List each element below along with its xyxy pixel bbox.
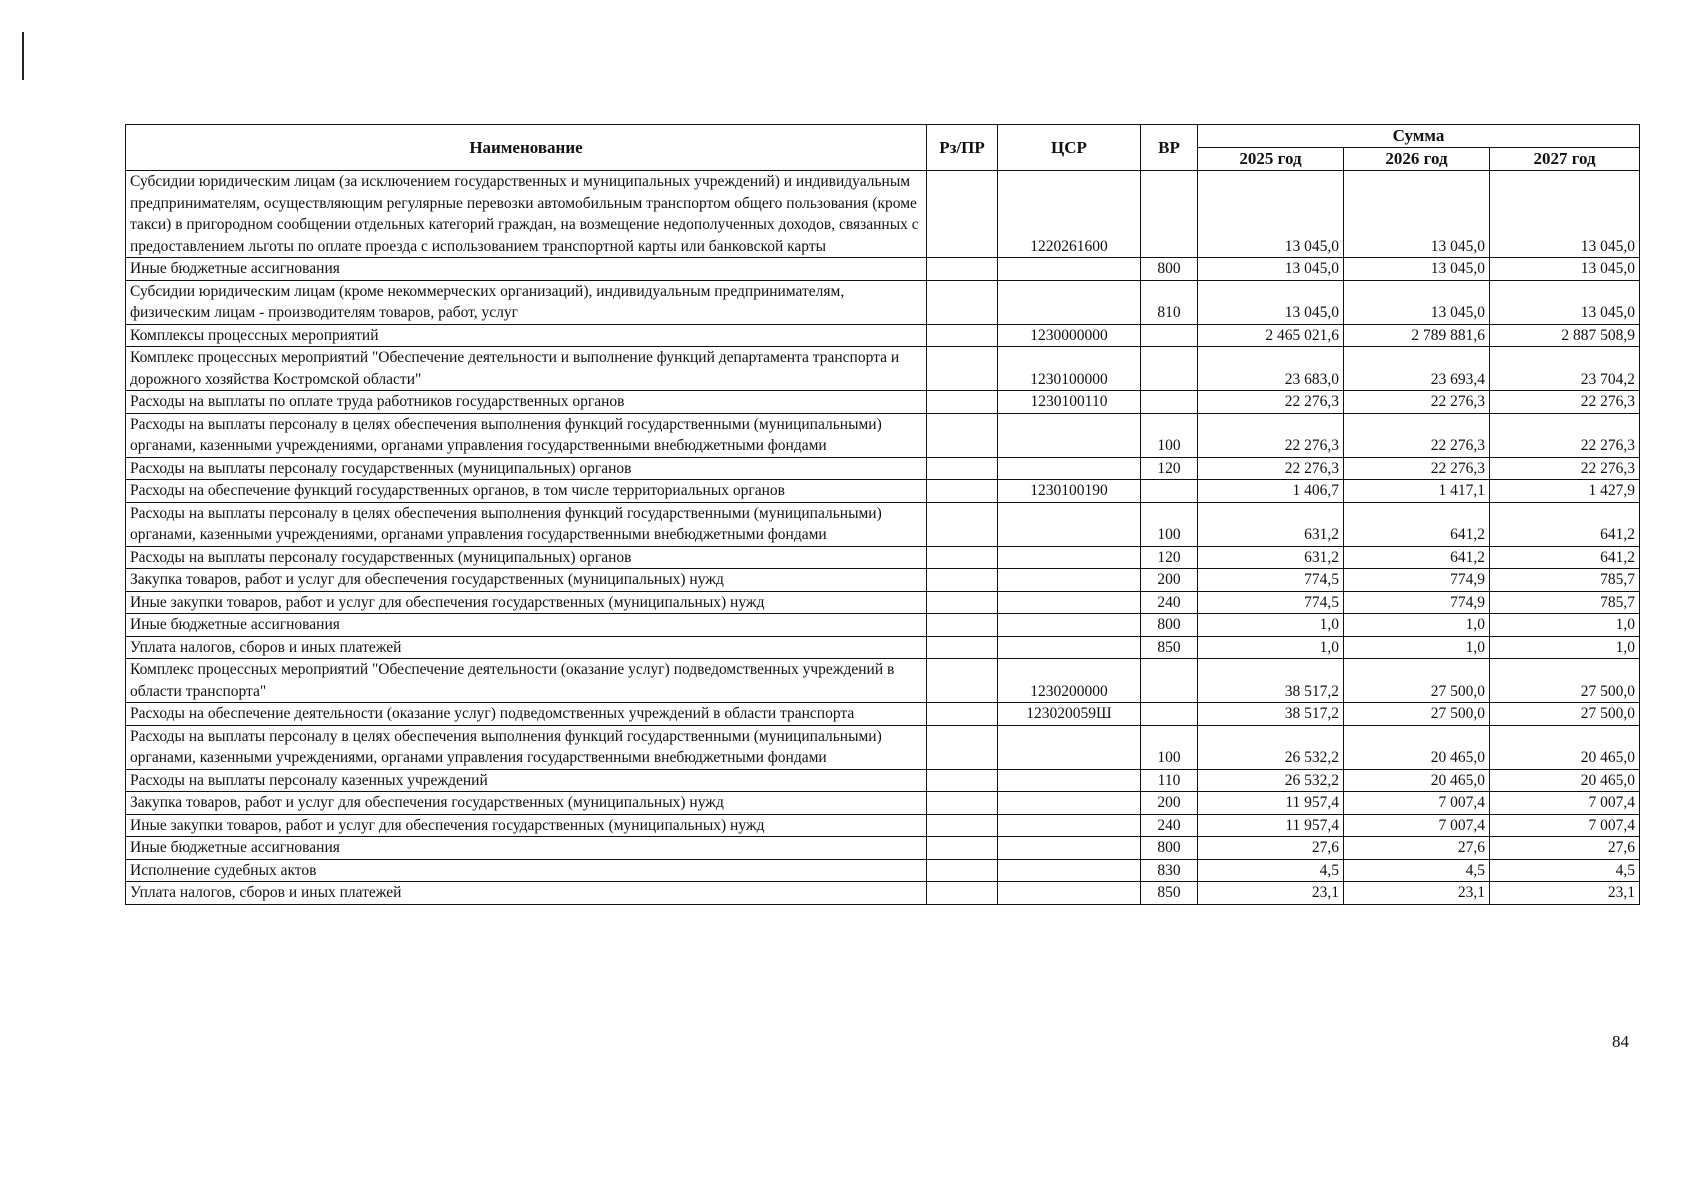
cell-vr: 800 (1141, 258, 1198, 281)
cell-csr (998, 258, 1141, 281)
cell-2026: 22 276,3 (1344, 391, 1490, 414)
cell-csr (998, 457, 1141, 480)
cell-vr: 800 (1141, 614, 1198, 637)
cell-csr (998, 280, 1141, 324)
cell-csr (998, 413, 1141, 457)
cell-vr (1141, 347, 1198, 391)
table-row (126, 859, 1640, 882)
cell-rzpr (927, 814, 998, 837)
cell-2025: 27,6 (1198, 837, 1344, 860)
cell-2025: 23,1 (1198, 882, 1344, 905)
cell-2026: 22 276,3 (1344, 457, 1490, 480)
cell-vr: 200 (1141, 569, 1198, 592)
cell-name: Исполнение судебных актов (126, 859, 927, 882)
cell-2027: 20 465,0 (1490, 725, 1640, 769)
cell-vr: 100 (1141, 413, 1198, 457)
cell-rzpr (927, 347, 998, 391)
cell-2027: 13 045,0 (1490, 280, 1640, 324)
page-number: 84 (1612, 1032, 1629, 1051)
cell-2025: 631,2 (1198, 546, 1344, 569)
cell-rzpr (927, 502, 998, 546)
cell-vr (1141, 703, 1198, 726)
table-header (126, 125, 1640, 171)
cell-rzpr (927, 882, 998, 905)
cell-2025: 13 045,0 (1198, 258, 1344, 281)
table-row (126, 324, 1640, 347)
cell-2026: 4,5 (1344, 859, 1490, 882)
cell-vr: 800 (1141, 837, 1198, 860)
table-row (126, 659, 1640, 703)
table-row (126, 769, 1640, 792)
budget-table (125, 124, 1640, 905)
cell-rzpr (927, 413, 998, 457)
cell-2026: 20 465,0 (1344, 725, 1490, 769)
cell-2026: 1,0 (1344, 636, 1490, 659)
col-header-2027: 2027 год (1490, 148, 1640, 171)
cell-2027: 2 887 508,9 (1490, 324, 1640, 347)
cell-csr: 1230200000 (998, 659, 1141, 703)
cell-name: Иные закупки товаров, работ и услуг для обеспечения государственных (муниципальных) нужд (126, 591, 927, 614)
cell-2027: 22 276,3 (1490, 413, 1640, 457)
cell-csr: 1220261600 (998, 171, 1141, 258)
cell-2026: 23,1 (1344, 882, 1490, 905)
cell-name: Комплексы процессных мероприятий (126, 324, 927, 347)
cell-name: Расходы на выплаты персоналу государственных (муниципальных) органов (126, 457, 927, 480)
cell-2026: 23 693,4 (1344, 347, 1490, 391)
cell-rzpr (927, 636, 998, 659)
cell-2027: 22 276,3 (1490, 391, 1640, 414)
cell-2025: 38 517,2 (1198, 659, 1344, 703)
cell-csr: 1230100000 (998, 347, 1141, 391)
cell-name: Расходы на выплаты персоналу государственных (муниципальных) органов (126, 546, 927, 569)
cell-2026: 641,2 (1344, 546, 1490, 569)
cell-csr (998, 882, 1141, 905)
cell-csr (998, 569, 1141, 592)
cell-2025: 11 957,4 (1198, 814, 1344, 837)
cell-rzpr (927, 324, 998, 347)
cell-2025: 23 683,0 (1198, 347, 1344, 391)
cell-2027: 13 045,0 (1490, 258, 1640, 281)
cell-vr (1141, 171, 1198, 258)
cell-name: Иные бюджетные ассигнования (126, 837, 927, 860)
cell-rzpr (927, 725, 998, 769)
table-row (126, 814, 1640, 837)
cell-vr: 850 (1141, 882, 1198, 905)
cell-vr: 100 (1141, 725, 1198, 769)
cell-name: Расходы на обеспечение функций государственных органов, в том числе территориальных органов (126, 480, 927, 503)
cell-2026: 27,6 (1344, 837, 1490, 860)
cell-csr: 1230100110 (998, 391, 1141, 414)
cell-rzpr (927, 659, 998, 703)
cell-2025: 774,5 (1198, 591, 1344, 614)
cell-csr (998, 614, 1141, 637)
cell-2026: 13 045,0 (1344, 280, 1490, 324)
cell-2026: 7 007,4 (1344, 814, 1490, 837)
cell-csr (998, 546, 1141, 569)
cell-vr (1141, 324, 1198, 347)
cell-rzpr (927, 546, 998, 569)
cell-2025: 774,5 (1198, 569, 1344, 592)
cell-vr: 240 (1141, 814, 1198, 837)
cell-2026: 774,9 (1344, 569, 1490, 592)
cell-2027: 20 465,0 (1490, 769, 1640, 792)
table-row (126, 347, 1640, 391)
table-row (126, 258, 1640, 281)
cell-csr (998, 636, 1141, 659)
table-row (126, 882, 1640, 905)
cell-vr: 110 (1141, 769, 1198, 792)
cell-2026: 13 045,0 (1344, 171, 1490, 258)
cell-vr (1141, 659, 1198, 703)
cell-vr: 120 (1141, 546, 1198, 569)
cell-2025: 1 406,7 (1198, 480, 1344, 503)
cell-vr: 810 (1141, 280, 1198, 324)
table-row (126, 502, 1640, 546)
cell-name: Расходы на выплаты персоналу казенных учреждений (126, 769, 927, 792)
table-row (126, 703, 1640, 726)
cell-2025: 13 045,0 (1198, 280, 1344, 324)
cell-2026: 1,0 (1344, 614, 1490, 637)
cell-name: Закупка товаров, работ и услуг для обеспечения государственных (муниципальных) нужд (126, 792, 927, 815)
cell-2027: 785,7 (1490, 569, 1640, 592)
table-body (126, 171, 1640, 905)
cell-vr: 850 (1141, 636, 1198, 659)
cell-2026: 22 276,3 (1344, 413, 1490, 457)
cell-2026: 7 007,4 (1344, 792, 1490, 815)
cell-2027: 27,6 (1490, 837, 1640, 860)
table-row (126, 413, 1640, 457)
header-row (126, 125, 1640, 148)
cell-rzpr (927, 591, 998, 614)
cell-2025: 4,5 (1198, 859, 1344, 882)
cell-2027: 641,2 (1490, 546, 1640, 569)
table-row (126, 280, 1640, 324)
cell-rzpr (927, 859, 998, 882)
table-row (126, 792, 1640, 815)
table-row (126, 391, 1640, 414)
cell-name: Расходы на выплаты персоналу в целях обеспечения выполнения функций государственными (муниципальными) органами, казенными учреждениями, органами управления государственными внебюджетными фондами (126, 725, 927, 769)
cell-2027: 27 500,0 (1490, 703, 1640, 726)
cell-csr: 1230000000 (998, 324, 1141, 347)
cell-name: Субсидии юридическим лицам (за исключением государственных и муниципальных учреждений) и индивидуальным предпринимателям, осуществляющим регулярные перевозки автомобильным транспортом общего пользования (кроме такси) в пригородном сообщении отдельных категорий граждан, на возмещение недополученных доходов, связанных с предоставлением льготы по оплате проезда с использованием транспортной карты или банковской карты (126, 171, 927, 258)
cell-2025: 26 532,2 (1198, 769, 1344, 792)
cell-vr (1141, 391, 1198, 414)
col-header-2025: 2025 год (1198, 148, 1344, 171)
cell-2027: 1 427,9 (1490, 480, 1640, 503)
cell-2027: 13 045,0 (1490, 171, 1640, 258)
col-header-csr: ЦСР (998, 125, 1141, 171)
cell-vr (1141, 480, 1198, 503)
col-header-name: Наименование (126, 125, 927, 171)
cell-2027: 27 500,0 (1490, 659, 1640, 703)
cell-2026: 2 789 881,6 (1344, 324, 1490, 347)
cell-csr (998, 725, 1141, 769)
cell-2027: 23 704,2 (1490, 347, 1640, 391)
cell-name: Расходы на обеспечение деятельности (оказание услуг) подведомственных учреждений в области транспорта (126, 703, 927, 726)
col-header-sum: Сумма (1198, 125, 1640, 148)
table-row (126, 837, 1640, 860)
col-header-rzpr: Рз/ПР (927, 125, 998, 171)
cell-name: Иные бюджетные ассигнования (126, 258, 927, 281)
cell-2025: 11 957,4 (1198, 792, 1344, 815)
table-row (126, 546, 1640, 569)
cell-vr: 120 (1141, 457, 1198, 480)
table-row (126, 171, 1640, 258)
cell-rzpr (927, 792, 998, 815)
cell-name: Комплекс процессных мероприятий "Обеспечение деятельности (оказание услуг) подведомственных учреждений в области транспорта" (126, 659, 927, 703)
cell-csr (998, 769, 1141, 792)
cell-2027: 7 007,4 (1490, 792, 1640, 815)
cell-rzpr (927, 258, 998, 281)
cell-name: Расходы на выплаты персоналу в целях обеспечения выполнения функций государственными (муниципальными) органами, казенными учреждениями, органами управления государственными внебюджетными фондами (126, 502, 927, 546)
cell-2027: 4,5 (1490, 859, 1640, 882)
cell-csr: 1230100190 (998, 480, 1141, 503)
cell-name: Комплекс процессных мероприятий "Обеспечение деятельности и выполнение функций департамента транспорта и дорожного хозяйства Костромской области" (126, 347, 927, 391)
cell-csr (998, 837, 1141, 860)
cell-2025: 26 532,2 (1198, 725, 1344, 769)
cell-csr (998, 814, 1141, 837)
cell-2025: 1,0 (1198, 614, 1344, 637)
cell-2026: 1 417,1 (1344, 480, 1490, 503)
cell-name: Иные бюджетные ассигнования (126, 614, 927, 637)
cell-2025: 631,2 (1198, 502, 1344, 546)
cell-2025: 22 276,3 (1198, 457, 1344, 480)
cell-csr (998, 502, 1141, 546)
cell-csr (998, 792, 1141, 815)
cell-name: Уплата налогов, сборов и иных платежей (126, 636, 927, 659)
cell-2026: 774,9 (1344, 591, 1490, 614)
cell-2026: 27 500,0 (1344, 659, 1490, 703)
cell-rzpr (927, 280, 998, 324)
cell-vr: 240 (1141, 591, 1198, 614)
table-row (126, 636, 1640, 659)
cell-name: Расходы на выплаты по оплате труда работников государственных органов (126, 391, 927, 414)
cell-2027: 22 276,3 (1490, 457, 1640, 480)
cell-2027: 1,0 (1490, 636, 1640, 659)
cell-2025: 22 276,3 (1198, 391, 1344, 414)
cell-2027: 23,1 (1490, 882, 1640, 905)
col-header-2026: 2026 год (1344, 148, 1490, 171)
cell-name: Уплата налогов, сборов и иных платежей (126, 882, 927, 905)
cell-csr (998, 591, 1141, 614)
cell-name: Иные закупки товаров, работ и услуг для обеспечения государственных (муниципальных) нужд (126, 814, 927, 837)
cell-2027: 1,0 (1490, 614, 1640, 637)
cell-2027: 785,7 (1490, 591, 1640, 614)
cell-name: Субсидии юридическим лицам (кроме некоммерческих организаций), индивидуальным предпринимателям, физическим лицам - производителям товаров, работ, услуг (126, 280, 927, 324)
cell-2027: 641,2 (1490, 502, 1640, 546)
scan-margin-mark (22, 32, 24, 80)
table-row (126, 591, 1640, 614)
cell-vr: 200 (1141, 792, 1198, 815)
cell-2025: 22 276,3 (1198, 413, 1344, 457)
cell-rzpr (927, 614, 998, 637)
cell-rzpr (927, 480, 998, 503)
cell-2026: 641,2 (1344, 502, 1490, 546)
cell-csr (998, 859, 1141, 882)
cell-2025: 1,0 (1198, 636, 1344, 659)
cell-2025: 13 045,0 (1198, 171, 1344, 258)
cell-2026: 27 500,0 (1344, 703, 1490, 726)
cell-2026: 20 465,0 (1344, 769, 1490, 792)
cell-csr: 123020059Ш (998, 703, 1141, 726)
cell-2027: 7 007,4 (1490, 814, 1640, 837)
col-header-vr: ВР (1141, 125, 1198, 171)
cell-rzpr (927, 457, 998, 480)
cell-2026: 13 045,0 (1344, 258, 1490, 281)
cell-name: Закупка товаров, работ и услуг для обеспечения государственных (муниципальных) нужд (126, 569, 927, 592)
table-row (126, 725, 1640, 769)
cell-2025: 2 465 021,6 (1198, 324, 1344, 347)
cell-rzpr (927, 769, 998, 792)
table-row (126, 614, 1640, 637)
cell-vr: 830 (1141, 859, 1198, 882)
table-row (126, 569, 1640, 592)
table-row (126, 457, 1640, 480)
cell-2025: 38 517,2 (1198, 703, 1344, 726)
cell-rzpr (927, 171, 998, 258)
cell-rzpr (927, 391, 998, 414)
table-row (126, 480, 1640, 503)
cell-vr: 100 (1141, 502, 1198, 546)
cell-rzpr (927, 837, 998, 860)
cell-rzpr (927, 703, 998, 726)
cell-rzpr (927, 569, 998, 592)
cell-name: Расходы на выплаты персоналу в целях обеспечения выполнения функций государственными (муниципальными) органами, казенными учреждениями, органами управления государственными внебюджетными фондами (126, 413, 927, 457)
